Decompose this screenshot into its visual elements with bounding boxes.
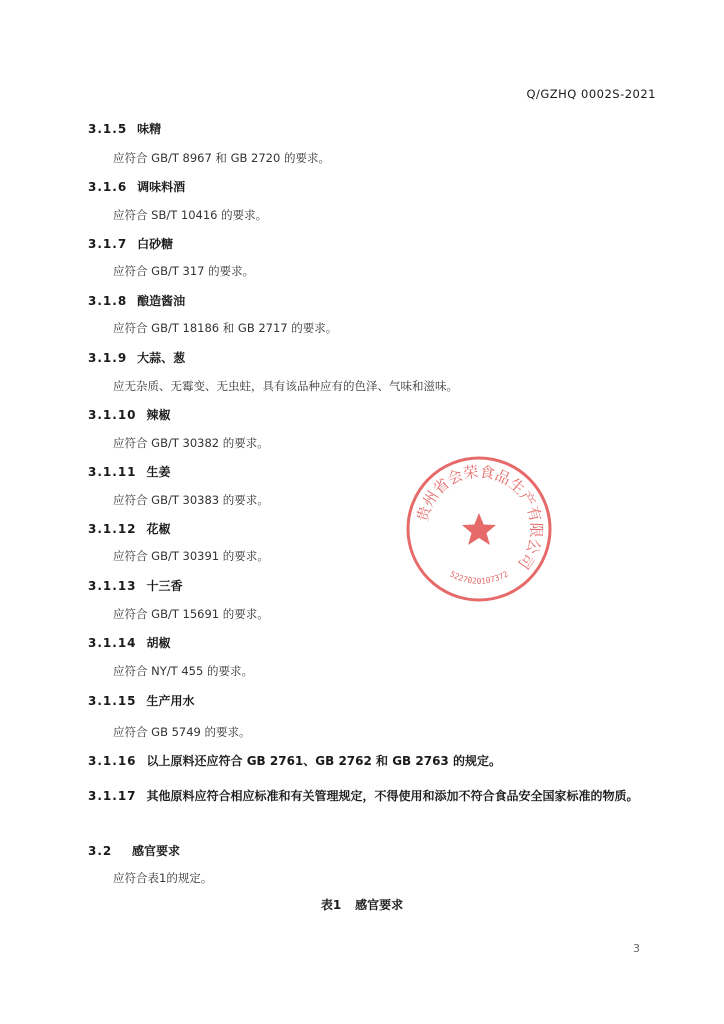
clause-text-3-1-5: 应符合 GB/T 8967 和 GB 2720 的要求。 (113, 151, 330, 165)
clause-number: 3.1.17 (88, 789, 137, 803)
clause-number: 3.1.10 (88, 408, 137, 422)
clause-heading-3-1-9 (88, 349, 185, 366)
clause-text-3-1-8: 应符合 GB/T 18186 和 GB 2717 的要求。 (113, 321, 338, 335)
clause-heading-3-1-7 (88, 235, 173, 252)
clause-number: 3.1.11 (88, 465, 137, 479)
clause-heading-3-1-15 (88, 692, 195, 709)
table-label: 表1 (320, 898, 342, 912)
clause-3-1-16 (88, 750, 648, 772)
table-caption (0, 896, 724, 913)
clause-heading-3-1-8 (88, 292, 185, 309)
seal-ring-text: 贵州省会荣食品生产有限公司 (413, 462, 546, 573)
clause-heading-3-1-11 (88, 463, 171, 480)
clause-title: 胡椒 (146, 636, 171, 650)
clause-text-3-1-13: 应符合 GB/T 15691 的要求。 (113, 607, 269, 621)
clause-text-3-1-7: 应符合 GB/T 317 的要求。 (113, 264, 255, 278)
table-title: 感官要求 (355, 898, 404, 912)
clause-text-3-1-11: 应符合 GB/T 30383 的要求。 (113, 493, 269, 507)
clause-number: 3.1.15 (88, 694, 137, 708)
clause-heading-3-1-5 (88, 120, 161, 137)
section-text-3-2: 应符合表1的规定。 (113, 871, 213, 885)
clause-text-3-1-14: 应符合 NY/T 455 的要求。 (113, 664, 253, 678)
clause-text-3-1-10: 应符合 GB/T 30382 的要求。 (113, 436, 269, 450)
clause-heading-3-1-14 (88, 634, 171, 651)
clause-text: 以上原料还应符合 GB 2761、GB 2762 和 GB 2763 的规定。 (146, 754, 501, 768)
clause-number: 3.1.16 (88, 754, 137, 768)
clause-title: 辣椒 (146, 408, 171, 422)
clause-title: 味精 (137, 122, 162, 136)
clause-number: 3.1.13 (88, 579, 137, 593)
page-number: 3 (633, 942, 640, 955)
clause-number: 3.1.6 (88, 180, 128, 194)
clause-text-3-1-15: 应符合 GB 5749 的要求。 (113, 725, 251, 739)
clause-heading-3-1-10 (88, 406, 171, 423)
clause-title: 生姜 (146, 465, 171, 479)
clause-heading-3-1-13 (88, 577, 183, 594)
clause-number: 3.1.8 (88, 294, 128, 308)
clause-number: 3.1.7 (88, 237, 128, 251)
clause-title: 十三香 (146, 579, 183, 593)
company-seal (405, 455, 553, 603)
clause-number: 3.1.12 (88, 522, 137, 536)
clause-number: 3.1.5 (88, 122, 128, 136)
clause-number: 3.1.14 (88, 636, 137, 650)
seal-star-icon (462, 513, 496, 545)
clause-title: 酿造酱油 (137, 294, 186, 308)
section-number: 3.2 (88, 844, 113, 858)
clause-title: 花椒 (146, 522, 171, 536)
clause-3-1-17 (88, 785, 648, 807)
clause-title: 白砂糖 (137, 237, 174, 251)
clause-text-3-1-9: 应无杂质、无霉变、无虫蛀，具有该品种应有的色泽、气味和滋味。 (113, 379, 458, 393)
clause-number: 3.1.9 (88, 351, 128, 365)
clause-title: 生产用水 (146, 694, 195, 708)
clause-text-3-1-6: 应符合 SB/T 10416 的要求。 (113, 208, 268, 222)
clause-title: 调味料酒 (137, 180, 186, 194)
clause-text: 其他原料应符合相应标准和有关管理规定，不得使用和添加不符合食品安全国家标准的物质。 (146, 789, 639, 803)
seal-code-text: 5227020107372 (448, 569, 510, 586)
document-code: Q/GZHQ 0002S-2021 (526, 87, 656, 101)
section-title: 感官要求 (132, 844, 181, 858)
clause-heading-3-1-12 (88, 520, 171, 537)
clause-text-3-1-12: 应符合 GB/T 30391 的要求。 (113, 549, 269, 563)
section-heading-3-2 (88, 842, 180, 859)
clause-heading-3-1-6 (88, 178, 185, 195)
clause-title: 大蒜、葱 (137, 351, 186, 365)
